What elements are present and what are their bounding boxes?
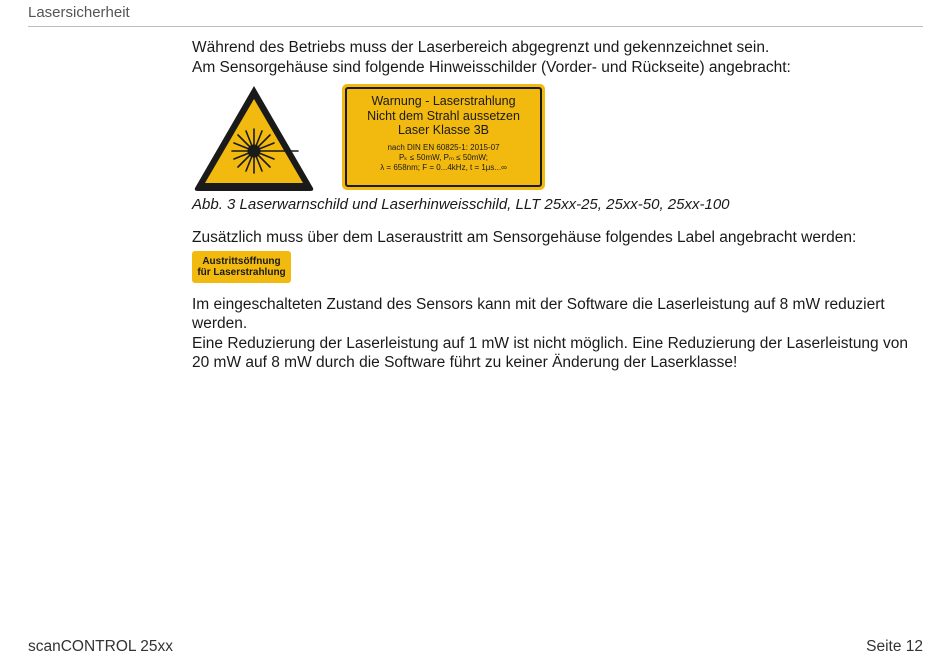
footer-page-number: Seite 12 [866, 638, 923, 655]
laser-exit-label [192, 251, 291, 283]
laser-class-sign [342, 84, 545, 190]
sign-warning-text: Warnung - Laserstrahlung [371, 94, 516, 108]
sign-power-text: Pₖ ≤ 50mW, Pₘ ≤ 50mW; [398, 152, 489, 162]
page-content [192, 38, 927, 373]
laser-class-sign-border [345, 87, 542, 187]
exit-label-line-1: Austrittsöffnung [202, 255, 281, 267]
intro-line-2: Am Sensorgehäuse sind folgende Hinweisschilder (Vorder- und Rückseite) angebracht: [192, 58, 791, 76]
laser-warning-triangle-icon [192, 83, 316, 193]
power-line-1: Im eingeschalteten Zustand des Sensors kann mit der Software die Laserleistung auf 8 mW reduziert werden. [192, 295, 885, 332]
intro-line-1: Während des Betriebs muss der Laserbereich abgegrenzt und gekennzeichnet sein. [192, 39, 770, 56]
label-intro: Zusätzlich muss über dem Laseraustritt am Sensorgehäuse folgendes Label angebracht werden: [192, 229, 857, 246]
sign-class-text: Laser Klasse 3B [397, 123, 490, 137]
power-line-3: 20 mW auf 8 mW durch die Software führt zu keiner Änderung der Laserklasse! [192, 354, 738, 371]
exit-label-line-2: für Laserstrahlung [197, 266, 286, 278]
power-line-2: Eine Reduzierung der Laserleistung auf 1 mW ist nicht möglich. Eine Reduzierung der Laserleistung von [192, 334, 908, 352]
sign-beam-text: Nicht dem Strahl aussetzen [367, 108, 520, 123]
section-title: Lasersicherheit [28, 4, 130, 21]
figure-laser-signs [192, 83, 927, 195]
sign-wavelength-text: λ = 658nm; F = 0...4kHz, t = 1µs...∞ [380, 162, 507, 172]
page-header [28, 4, 923, 27]
footer-product: scanCONTROL 25xx [28, 638, 173, 655]
figure-caption: Abb. 3 Laserwarnschild und Laserhinweisschild, LLT 25xx-25, 25xx-50, 25xx-100 [192, 196, 730, 213]
sign-norm-text: nach DIN EN 60825-1: 2015-07 [387, 142, 500, 152]
